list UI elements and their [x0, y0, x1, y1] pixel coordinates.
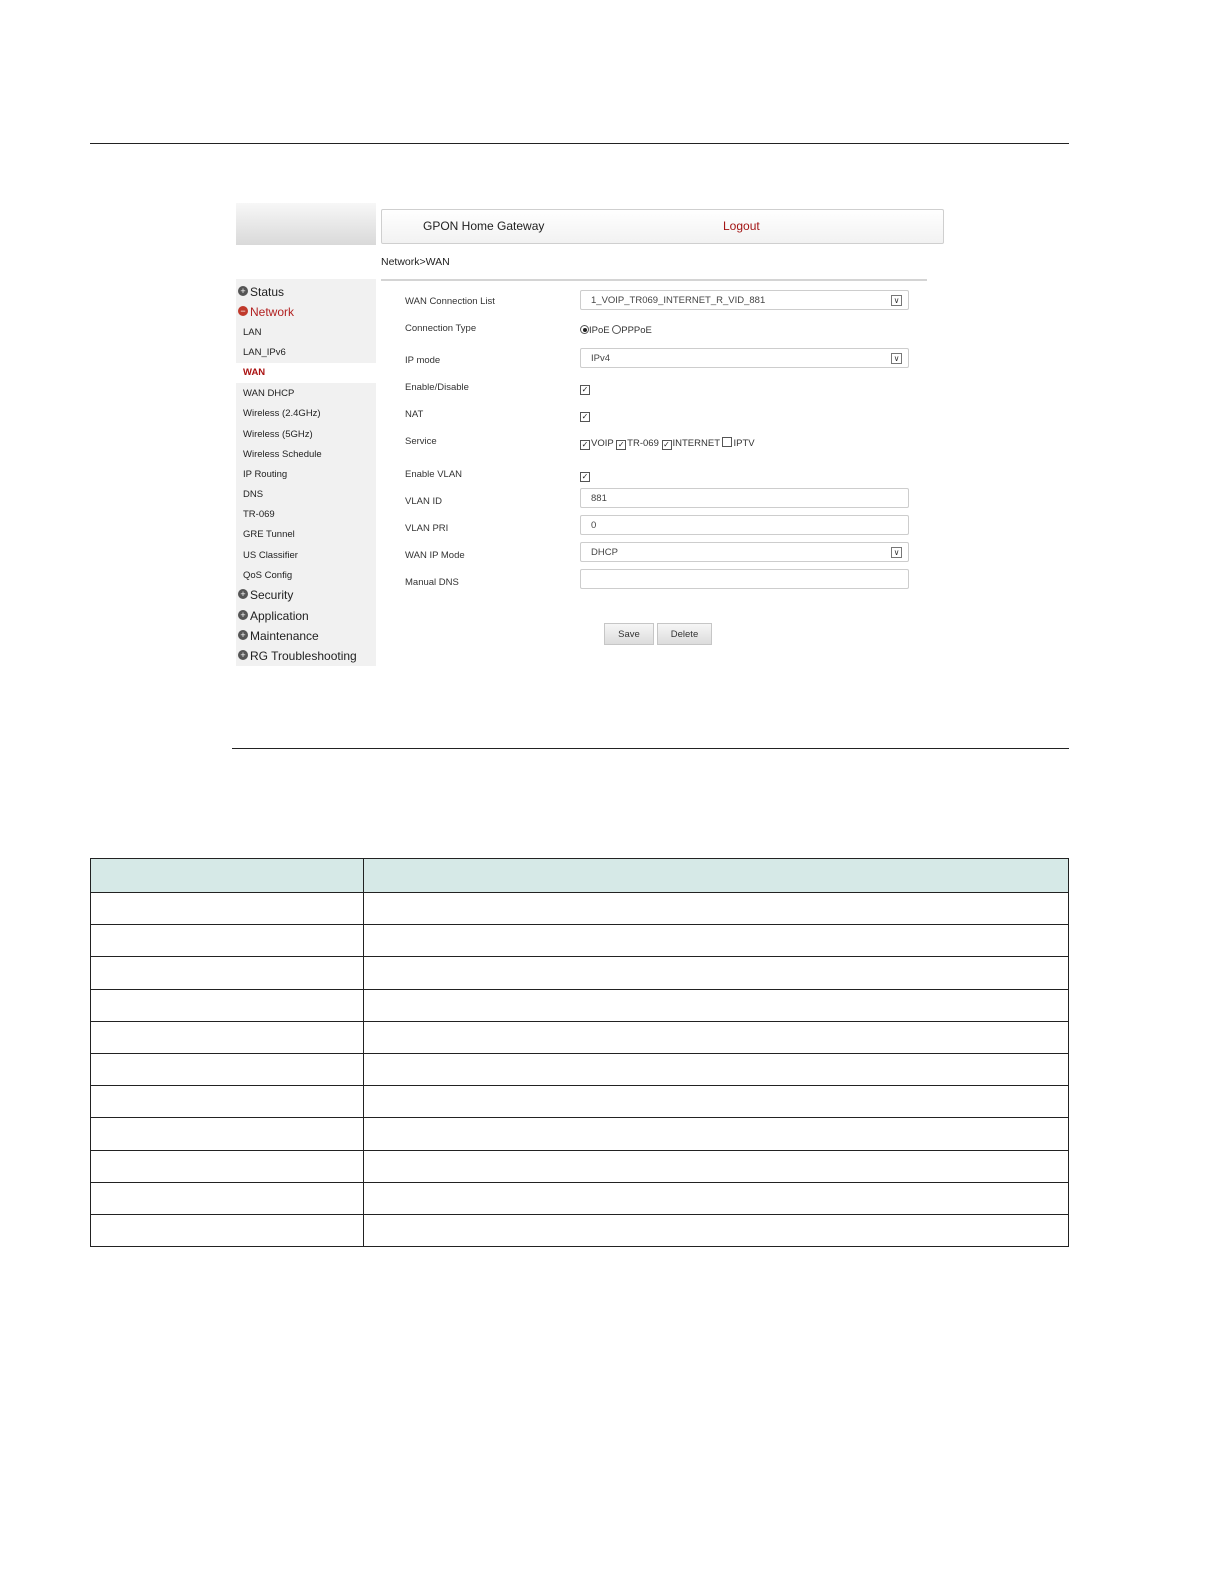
enable-vlan-checkbox[interactable]: ✓ [581, 472, 589, 481]
header-bar [381, 209, 944, 244]
nav-sub-lan[interactable]: LAN [243, 327, 262, 338]
nav-sub-wireless-5[interactable]: Wireless (5GHz) [243, 429, 313, 440]
nav-sub-tr069[interactable]: TR-069 [243, 509, 275, 520]
nav-sub-wireless-schedule[interactable]: Wireless Schedule [243, 449, 322, 460]
table-row [91, 1021, 1069, 1053]
table-row [91, 925, 1069, 957]
nat-checkbox[interactable]: ✓ [581, 412, 589, 421]
vlan-id-input[interactable]: 881 [580, 488, 909, 508]
table-row [91, 1086, 1069, 1118]
wan-ip-mode-select[interactable]: DHCP ∨ [580, 542, 909, 562]
service-voip-checkbox[interactable]: ✓ [581, 440, 589, 449]
label-enable-disable: Enable/Disable [405, 382, 469, 393]
vlan-pri-input[interactable]: 0 [580, 515, 909, 535]
plus-circle-icon: + [238, 610, 248, 620]
nav-network[interactable]: − Network [238, 305, 294, 319]
manual-dns-input[interactable] [580, 569, 909, 589]
chevron-down-icon: ∨ [891, 547, 902, 558]
top-rule [90, 143, 1069, 144]
label-vlan-pri: VLAN PRI [405, 523, 449, 534]
label-nat: NAT [405, 409, 424, 420]
table-row [91, 1182, 1069, 1214]
nav-status[interactable]: + Status [238, 285, 284, 299]
table-row [91, 957, 1069, 989]
table-row [91, 989, 1069, 1021]
label-enable-vlan: Enable VLAN [405, 469, 463, 480]
nav-sub-wan-dhcp[interactable]: WAN DHCP [243, 388, 295, 399]
breadcrumb: Network>WAN [381, 256, 450, 268]
logout-link[interactable]: Logout [723, 219, 760, 233]
service-iptv-checkbox[interactable] [722, 437, 732, 447]
save-button[interactable]: Save [604, 623, 654, 645]
nav-maintenance[interactable]: + Maintenance [238, 629, 319, 643]
parameter-table [90, 858, 1069, 1247]
minus-circle-icon: − [238, 306, 248, 316]
plus-circle-icon: + [238, 630, 248, 640]
connection-type-group: IPoE PPPoE [580, 325, 652, 336]
sidebar [236, 203, 376, 666]
breadcrumb-divider [381, 279, 927, 281]
app-title: GPON Home Gateway [423, 219, 545, 233]
radio-pppoe[interactable] [612, 325, 621, 334]
delete-button[interactable]: Delete [657, 623, 712, 645]
service-tr069-checkbox[interactable]: ✓ [617, 440, 625, 449]
ip-mode-select[interactable]: IPv4 ∨ [580, 348, 909, 368]
nav-sub-gre-tunnel[interactable]: GRE Tunnel [243, 529, 295, 540]
label-vlan-id: VLAN ID [405, 496, 442, 507]
sidebar-header [236, 203, 376, 245]
nav-application[interactable]: + Application [238, 609, 309, 623]
radio-ipoe[interactable] [580, 325, 589, 334]
caption-rule [232, 748, 1069, 749]
label-wan-ip-mode: WAN IP Mode [405, 550, 465, 561]
nav-sub-qos-config[interactable]: QoS Config [243, 570, 293, 581]
label-connection-type: Connection Type [405, 323, 477, 334]
table-row [91, 1214, 1069, 1246]
label-service: Service [405, 436, 437, 447]
table-row [91, 1118, 1069, 1150]
nav-sub-ip-routing[interactable]: IP Routing [243, 469, 288, 480]
service-group: ✓ VOIP ✓ TR-069 ✓ INTERNET IPTV [581, 438, 755, 449]
nav-sub-wan[interactable]: WAN [236, 363, 376, 383]
service-internet-checkbox[interactable]: ✓ [663, 440, 670, 449]
wan-connection-list-select[interactable]: 1_VOIP_TR069_INTERNET_R_VID_881 ∨ [580, 290, 909, 310]
label-wan-connection-list: WAN Connection List [405, 296, 495, 307]
plus-circle-icon: + [238, 286, 248, 296]
nav-sub-lan-ipv6[interactable]: LAN_IPv6 [243, 347, 286, 358]
label-ip-mode: IP mode [405, 355, 441, 366]
nav-sub-dns[interactable]: DNS [243, 489, 264, 500]
chevron-down-icon: ∨ [891, 295, 902, 306]
nav-sub-wireless-24[interactable]: Wireless (2.4GHz) [243, 408, 321, 419]
table-row [91, 893, 1069, 925]
gateway-screenshot [236, 203, 948, 666]
table-row [91, 1053, 1069, 1085]
nav-sub-us-classifier[interactable]: US Classifier [243, 550, 298, 561]
table-header-row [91, 859, 1069, 893]
table-row [91, 1150, 1069, 1182]
chevron-down-icon: ∨ [891, 353, 902, 364]
label-manual-dns: Manual DNS [405, 577, 459, 588]
nav-security[interactable]: + Security [238, 588, 293, 602]
enable-checkbox[interactable]: ✓ [581, 385, 589, 394]
nav-rg-troubleshooting[interactable]: + RG Troubleshooting [238, 649, 357, 663]
plus-circle-icon: + [238, 589, 248, 599]
plus-circle-icon: + [238, 650, 248, 660]
